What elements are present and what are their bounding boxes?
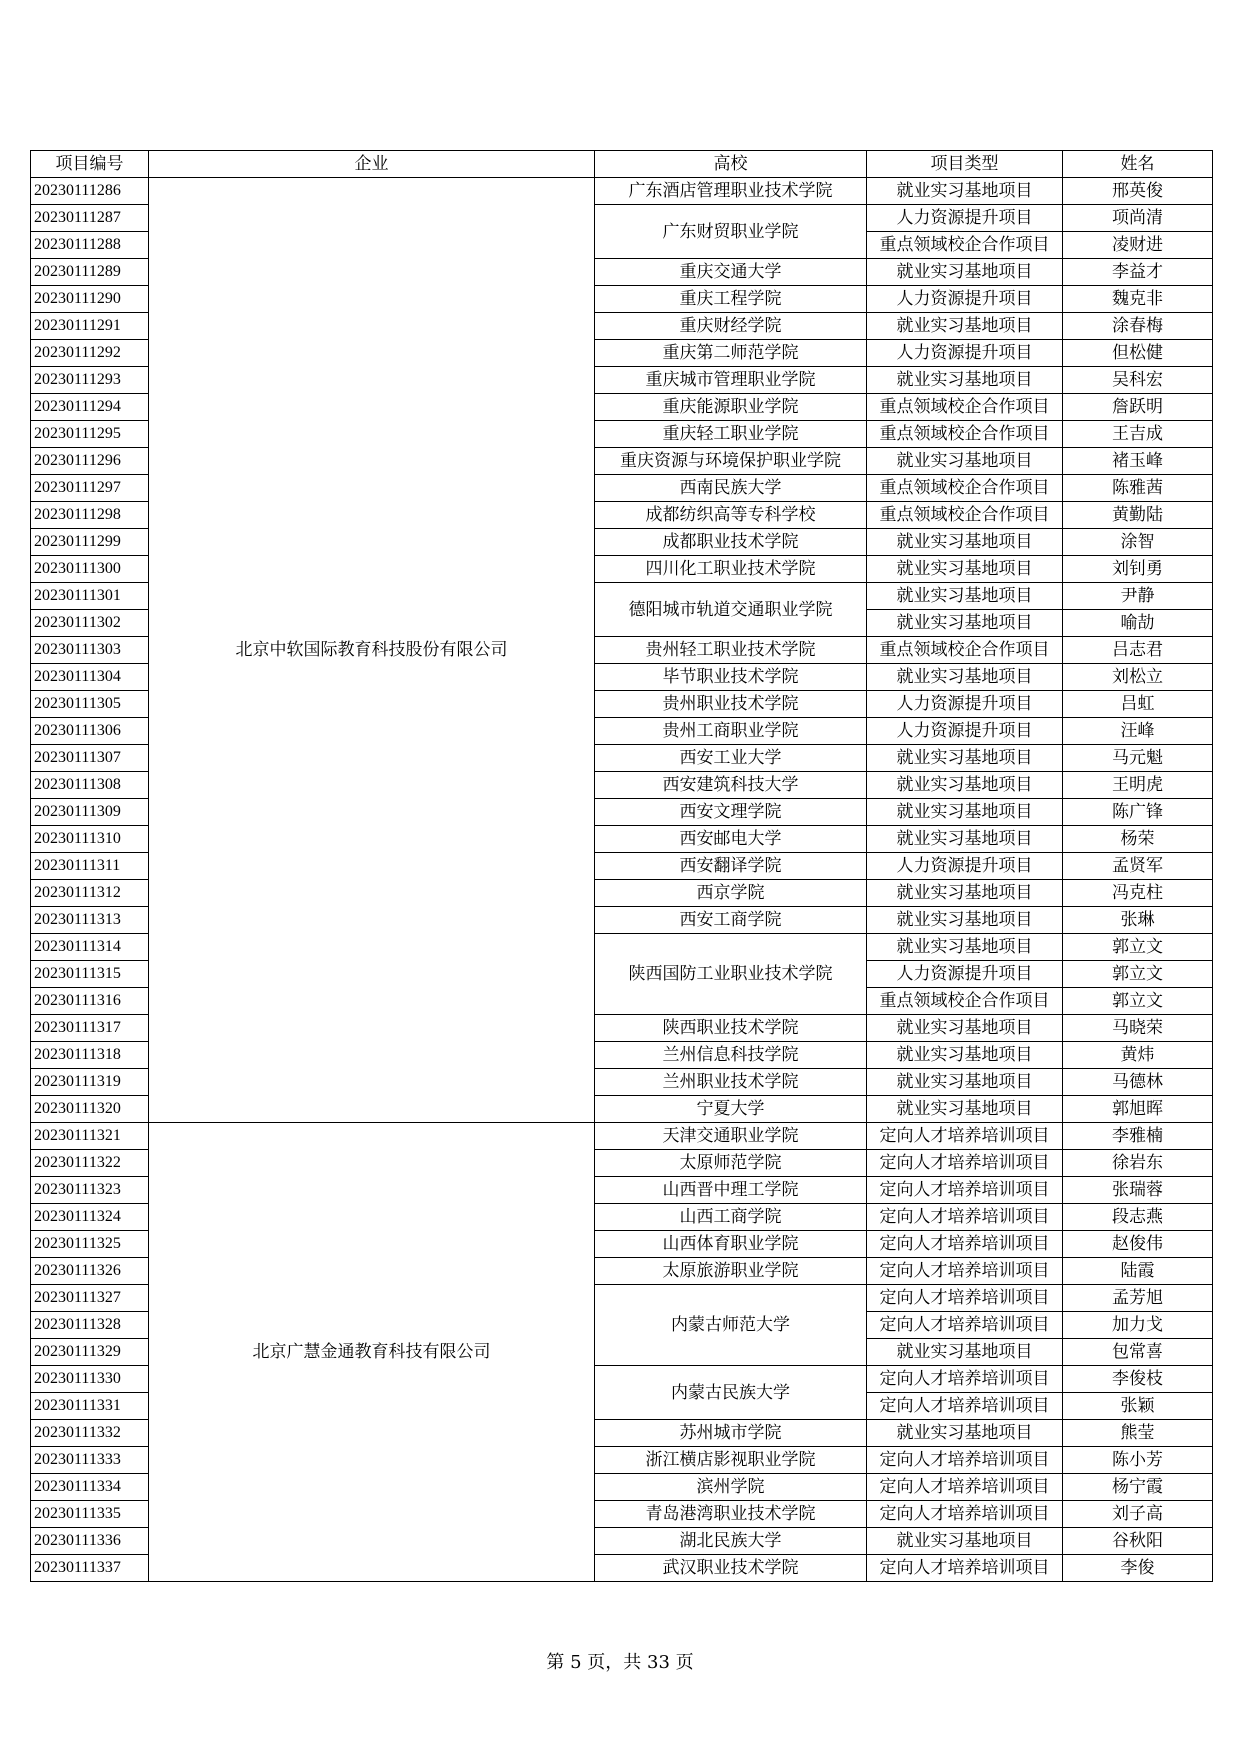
header-code: 项目编号 (31, 151, 149, 178)
cell-code: 20230111331 (31, 1393, 149, 1420)
cell-type: 就业实习基地项目 (867, 178, 1063, 205)
cell-school: 德阳城市轨道交通职业学院 (595, 583, 867, 637)
header-name: 姓名 (1063, 151, 1213, 178)
cell-code: 20230111313 (31, 907, 149, 934)
cell-code: 20230111319 (31, 1069, 149, 1096)
cell-name: 陈小芳 (1063, 1447, 1213, 1474)
cell-type: 就业实习基地项目 (867, 745, 1063, 772)
cell-company: 北京广慧金通教育科技有限公司 (149, 1123, 595, 1582)
cell-school: 苏州城市学院 (595, 1420, 867, 1447)
cell-code: 20230111310 (31, 826, 149, 853)
cell-type: 重点领域校企合作项目 (867, 232, 1063, 259)
cell-school: 成都职业技术学院 (595, 529, 867, 556)
cell-type: 就业实习基地项目 (867, 556, 1063, 583)
cell-type: 人力资源提升项目 (867, 286, 1063, 313)
cell-type: 重点领域校企合作项目 (867, 421, 1063, 448)
cell-code: 20230111291 (31, 313, 149, 340)
cell-type: 就业实习基地项目 (867, 799, 1063, 826)
cell-code: 20230111318 (31, 1042, 149, 1069)
cell-code: 20230111327 (31, 1285, 149, 1312)
cell-code: 20230111304 (31, 664, 149, 691)
cell-school: 重庆城市管理职业学院 (595, 367, 867, 394)
cell-type: 人力资源提升项目 (867, 691, 1063, 718)
cell-type: 定向人才培养培训项目 (867, 1285, 1063, 1312)
cell-type: 定向人才培养培训项目 (867, 1258, 1063, 1285)
cell-code: 20230111323 (31, 1177, 149, 1204)
table-body (31, 178, 1213, 1582)
cell-name: 张琳 (1063, 907, 1213, 934)
cell-school: 陕西职业技术学院 (595, 1015, 867, 1042)
cell-code: 20230111296 (31, 448, 149, 475)
cell-code: 20230111301 (31, 583, 149, 610)
cell-name: 刘松立 (1063, 664, 1213, 691)
cell-code: 20230111337 (31, 1555, 149, 1582)
cell-type: 就业实习基地项目 (867, 880, 1063, 907)
cell-name: 郭立文 (1063, 961, 1213, 988)
cell-school: 武汉职业技术学院 (595, 1555, 867, 1582)
cell-code: 20230111312 (31, 880, 149, 907)
cell-name: 郭立文 (1063, 988, 1213, 1015)
cell-school: 贵州轻工职业技术学院 (595, 637, 867, 664)
cell-school: 西安翻译学院 (595, 853, 867, 880)
cell-code: 20230111336 (31, 1528, 149, 1555)
header-company: 企业 (149, 151, 595, 178)
cell-code: 20230111286 (31, 178, 149, 205)
cell-code: 20230111297 (31, 475, 149, 502)
cell-name: 凌财进 (1063, 232, 1213, 259)
cell-school: 重庆资源与环境保护职业学院 (595, 448, 867, 475)
cell-code: 20230111317 (31, 1015, 149, 1042)
cell-code: 20230111299 (31, 529, 149, 556)
cell-name: 但松健 (1063, 340, 1213, 367)
cell-school: 太原师范学院 (595, 1150, 867, 1177)
cell-school: 重庆交通大学 (595, 259, 867, 286)
cell-school: 山西体育职业学院 (595, 1231, 867, 1258)
cell-code: 20230111314 (31, 934, 149, 961)
cell-code: 20230111315 (31, 961, 149, 988)
cell-type: 就业实习基地项目 (867, 1042, 1063, 1069)
cell-type: 定向人才培养培训项目 (867, 1501, 1063, 1528)
cell-name: 喻劼 (1063, 610, 1213, 637)
cell-school: 滨州学院 (595, 1474, 867, 1501)
cell-name: 徐岩东 (1063, 1150, 1213, 1177)
cell-name: 段志燕 (1063, 1204, 1213, 1231)
cell-name: 熊莹 (1063, 1420, 1213, 1447)
cell-code: 20230111289 (31, 259, 149, 286)
cell-code: 20230111292 (31, 340, 149, 367)
cell-school: 山西工商学院 (595, 1204, 867, 1231)
cell-code: 20230111322 (31, 1150, 149, 1177)
cell-code: 20230111288 (31, 232, 149, 259)
cell-type: 定向人才培养培训项目 (867, 1123, 1063, 1150)
cell-school: 重庆财经学院 (595, 313, 867, 340)
cell-code: 20230111300 (31, 556, 149, 583)
cell-code: 20230111294 (31, 394, 149, 421)
cell-type: 定向人才培养培训项目 (867, 1204, 1063, 1231)
cell-type: 就业实习基地项目 (867, 772, 1063, 799)
cell-code: 20230111307 (31, 745, 149, 772)
cell-type: 重点领域校企合作项目 (867, 394, 1063, 421)
cell-school: 湖北民族大学 (595, 1528, 867, 1555)
cell-name: 张颖 (1063, 1393, 1213, 1420)
cell-type: 就业实习基地项目 (867, 259, 1063, 286)
header-school: 高校 (595, 151, 867, 178)
cell-name: 刘钊勇 (1063, 556, 1213, 583)
cell-school: 西安文理学院 (595, 799, 867, 826)
cell-code: 20230111305 (31, 691, 149, 718)
header-type: 项目类型 (867, 151, 1063, 178)
cell-school: 西安工商学院 (595, 907, 867, 934)
cell-code: 20230111290 (31, 286, 149, 313)
cell-type: 就业实习基地项目 (867, 583, 1063, 610)
cell-code: 20230111303 (31, 637, 149, 664)
cell-school: 广东财贸职业学院 (595, 205, 867, 259)
cell-code: 20230111335 (31, 1501, 149, 1528)
cell-type: 定向人才培养培训项目 (867, 1366, 1063, 1393)
table-row (31, 178, 1213, 205)
cell-code: 20230111324 (31, 1204, 149, 1231)
cell-name: 陆霞 (1063, 1258, 1213, 1285)
cell-name: 陈广锋 (1063, 799, 1213, 826)
cell-school: 贵州工商职业学院 (595, 718, 867, 745)
cell-name: 马元魁 (1063, 745, 1213, 772)
table-row (31, 1123, 1213, 1150)
page-footer: 第 5 页，共 33 页 (546, 1652, 694, 1673)
cell-school: 浙江横店影视职业学院 (595, 1447, 867, 1474)
cell-type: 人力资源提升项目 (867, 340, 1063, 367)
cell-name: 冯克柱 (1063, 880, 1213, 907)
cell-name: 涂智 (1063, 529, 1213, 556)
cell-code: 20230111309 (31, 799, 149, 826)
cell-name: 涂春梅 (1063, 313, 1213, 340)
cell-type: 人力资源提升项目 (867, 961, 1063, 988)
cell-name: 吕虹 (1063, 691, 1213, 718)
cell-code: 20230111306 (31, 718, 149, 745)
cell-name: 陈雅茜 (1063, 475, 1213, 502)
cell-type: 重点领域校企合作项目 (867, 475, 1063, 502)
cell-name: 李俊枝 (1063, 1366, 1213, 1393)
cell-school: 西安建筑科技大学 (595, 772, 867, 799)
cell-name: 李益才 (1063, 259, 1213, 286)
cell-code: 20230111328 (31, 1312, 149, 1339)
cell-type: 定向人才培养培训项目 (867, 1393, 1063, 1420)
cell-school: 重庆工程学院 (595, 286, 867, 313)
cell-school: 西南民族大学 (595, 475, 867, 502)
cell-name: 孟贤军 (1063, 853, 1213, 880)
cell-school: 宁夏大学 (595, 1096, 867, 1123)
cell-school: 重庆轻工职业学院 (595, 421, 867, 448)
cell-code: 20230111326 (31, 1258, 149, 1285)
cell-type: 就业实习基地项目 (867, 529, 1063, 556)
cell-type: 定向人才培养培训项目 (867, 1447, 1063, 1474)
cell-school: 山西晋中理工学院 (595, 1177, 867, 1204)
cell-name: 黄勤陆 (1063, 502, 1213, 529)
cell-name: 郭旭晖 (1063, 1096, 1213, 1123)
cell-code: 20230111311 (31, 853, 149, 880)
cell-type: 重点领域校企合作项目 (867, 988, 1063, 1015)
cell-school: 天津交通职业学院 (595, 1123, 867, 1150)
cell-school: 广东酒店管理职业技术学院 (595, 178, 867, 205)
cell-name: 项尚清 (1063, 205, 1213, 232)
cell-name: 詹跃明 (1063, 394, 1213, 421)
cell-type: 就业实习基地项目 (867, 907, 1063, 934)
cell-name: 汪峰 (1063, 718, 1213, 745)
cell-name: 杨宁霞 (1063, 1474, 1213, 1501)
cell-type: 就业实习基地项目 (867, 448, 1063, 475)
cell-name: 王吉成 (1063, 421, 1213, 448)
cell-name: 加力戈 (1063, 1312, 1213, 1339)
cell-name: 马晓荣 (1063, 1015, 1213, 1042)
cell-school: 重庆第二师范学院 (595, 340, 867, 367)
cell-name: 邢英俊 (1063, 178, 1213, 205)
cell-name: 郭立文 (1063, 934, 1213, 961)
cell-school: 兰州职业技术学院 (595, 1069, 867, 1096)
cell-type: 就业实习基地项目 (867, 367, 1063, 394)
cell-type: 重点领域校企合作项目 (867, 637, 1063, 664)
cell-type: 就业实习基地项目 (867, 934, 1063, 961)
cell-type: 就业实习基地项目 (867, 826, 1063, 853)
cell-code: 20230111320 (31, 1096, 149, 1123)
cell-type: 定向人才培养培训项目 (867, 1150, 1063, 1177)
cell-school: 西安工业大学 (595, 745, 867, 772)
cell-school: 贵州职业技术学院 (595, 691, 867, 718)
cell-type: 定向人才培养培训项目 (867, 1555, 1063, 1582)
cell-type: 定向人才培养培训项目 (867, 1474, 1063, 1501)
cell-name: 黄炜 (1063, 1042, 1213, 1069)
cell-name: 李雅楠 (1063, 1123, 1213, 1150)
cell-name: 王明虎 (1063, 772, 1213, 799)
cell-type: 就业实习基地项目 (867, 1015, 1063, 1042)
cell-type: 人力资源提升项目 (867, 853, 1063, 880)
cell-school: 青岛港湾职业技术学院 (595, 1501, 867, 1528)
cell-school: 兰州信息科技学院 (595, 1042, 867, 1069)
cell-name: 马德林 (1063, 1069, 1213, 1096)
cell-code: 20230111302 (31, 610, 149, 637)
cell-name: 赵俊伟 (1063, 1231, 1213, 1258)
cell-name: 魏克非 (1063, 286, 1213, 313)
cell-type: 定向人才培养培训项目 (867, 1231, 1063, 1258)
cell-code: 20230111334 (31, 1474, 149, 1501)
cell-name: 刘子高 (1063, 1501, 1213, 1528)
cell-type: 就业实习基地项目 (867, 1420, 1063, 1447)
cell-code: 20230111321 (31, 1123, 149, 1150)
cell-code: 20230111316 (31, 988, 149, 1015)
cell-name: 谷秋阳 (1063, 1528, 1213, 1555)
cell-school: 西安邮电大学 (595, 826, 867, 853)
cell-code: 20230111329 (31, 1339, 149, 1366)
cell-code: 20230111330 (31, 1366, 149, 1393)
cell-code: 20230111287 (31, 205, 149, 232)
cell-type: 就业实习基地项目 (867, 313, 1063, 340)
cell-school: 内蒙古师范大学 (595, 1285, 867, 1366)
cell-company: 北京中软国际教育科技股份有限公司 (149, 178, 595, 1123)
cell-name: 褚玉峰 (1063, 448, 1213, 475)
cell-type: 重点领域校企合作项目 (867, 502, 1063, 529)
cell-name: 李俊 (1063, 1555, 1213, 1582)
cell-name: 吴科宏 (1063, 367, 1213, 394)
cell-type: 人力资源提升项目 (867, 718, 1063, 745)
cell-type: 人力资源提升项目 (867, 205, 1063, 232)
cell-code: 20230111298 (31, 502, 149, 529)
cell-code: 20230111332 (31, 1420, 149, 1447)
cell-name: 尹静 (1063, 583, 1213, 610)
header-row (31, 151, 1213, 178)
cell-school: 陕西国防工业职业技术学院 (595, 934, 867, 1015)
cell-code: 20230111333 (31, 1447, 149, 1474)
cell-school: 成都纺织高等专科学校 (595, 502, 867, 529)
cell-type: 就业实习基地项目 (867, 664, 1063, 691)
cell-code: 20230111308 (31, 772, 149, 799)
cell-name: 包常喜 (1063, 1339, 1213, 1366)
cell-code: 20230111325 (31, 1231, 149, 1258)
cell-type: 定向人才培养培训项目 (867, 1177, 1063, 1204)
cell-school: 太原旅游职业学院 (595, 1258, 867, 1285)
project-table (30, 150, 1213, 1582)
cell-school: 四川化工职业技术学院 (595, 556, 867, 583)
cell-name: 吕志君 (1063, 637, 1213, 664)
cell-type: 就业实习基地项目 (867, 1069, 1063, 1096)
cell-name: 孟芳旭 (1063, 1285, 1213, 1312)
cell-school: 重庆能源职业学院 (595, 394, 867, 421)
cell-type: 定向人才培养培训项目 (867, 1312, 1063, 1339)
cell-code: 20230111295 (31, 421, 149, 448)
cell-type: 就业实习基地项目 (867, 1528, 1063, 1555)
cell-name: 张瑞蓉 (1063, 1177, 1213, 1204)
cell-name: 杨荣 (1063, 826, 1213, 853)
cell-type: 就业实习基地项目 (867, 1339, 1063, 1366)
cell-code: 20230111293 (31, 367, 149, 394)
cell-type: 就业实习基地项目 (867, 610, 1063, 637)
cell-school: 毕节职业技术学院 (595, 664, 867, 691)
cell-school: 西京学院 (595, 880, 867, 907)
cell-school: 内蒙古民族大学 (595, 1366, 867, 1420)
cell-type: 就业实习基地项目 (867, 1096, 1063, 1123)
